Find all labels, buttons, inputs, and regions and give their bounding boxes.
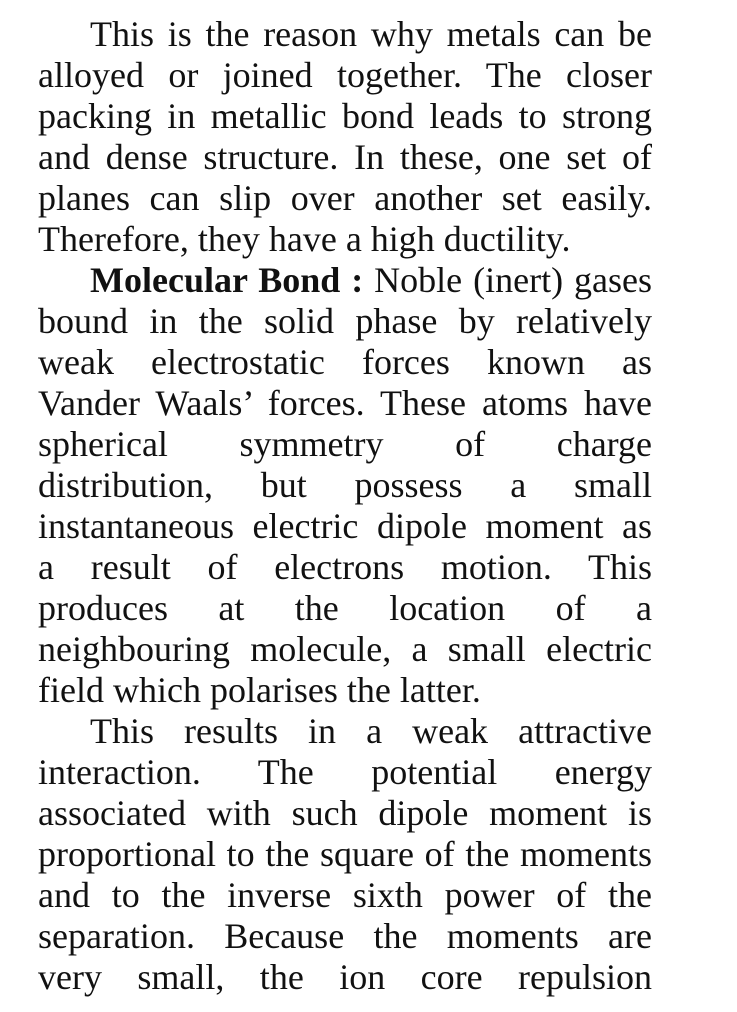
text-line: a result of electrons motion. This	[38, 547, 652, 587]
text-line: packing in metallic bond leads to strong	[38, 96, 652, 136]
text-line: alloyed or joined together. The closer	[38, 55, 652, 95]
text-line: very small, the ion core repulsion	[38, 957, 652, 997]
text-line: Vander Waals’ forces. These atoms have	[38, 383, 652, 423]
text-line: bound in the solid phase by relatively	[38, 301, 652, 341]
text-line: produces at the location of a	[38, 588, 652, 628]
text-line: This results in a weak attractive	[90, 711, 652, 751]
paragraph-molecular-bond	[38, 260, 652, 711]
text-line: planes can slip over another set easily.	[38, 178, 652, 218]
paragraph-attractive-interaction	[38, 711, 652, 998]
text-line: proportional to the square of the moments	[38, 834, 652, 874]
text-line: separation. Because the moments are	[38, 916, 652, 956]
text-line: field which polarises the latter.	[38, 670, 481, 710]
text-line: This is the reason why metals can be	[90, 14, 652, 54]
text-line: and dense structure. In these, one set of	[38, 137, 652, 177]
text-line: instantaneous electric dipole moment as	[38, 506, 652, 546]
text-line: interaction. The potential energy	[38, 752, 652, 792]
text-line: spherical symmetry of charge	[38, 424, 652, 464]
text-line: and to the inverse sixth power of the	[38, 875, 652, 915]
section-heading: Molecular Bond :	[90, 260, 364, 300]
heading-continuation: Noble (inert) gases	[363, 260, 652, 300]
text-line: neighbouring molecule, a small electric	[38, 629, 652, 669]
text-line: weak electrostatic forces known as	[38, 342, 652, 382]
paragraph-metals	[38, 14, 652, 260]
text-line	[38, 260, 652, 301]
document-page	[38, 14, 652, 998]
text-line: distribution, but possess a small	[38, 465, 652, 505]
text-line: Therefore, they have a high ductility.	[38, 219, 571, 259]
text-line: associated with such dipole moment is	[38, 793, 652, 833]
